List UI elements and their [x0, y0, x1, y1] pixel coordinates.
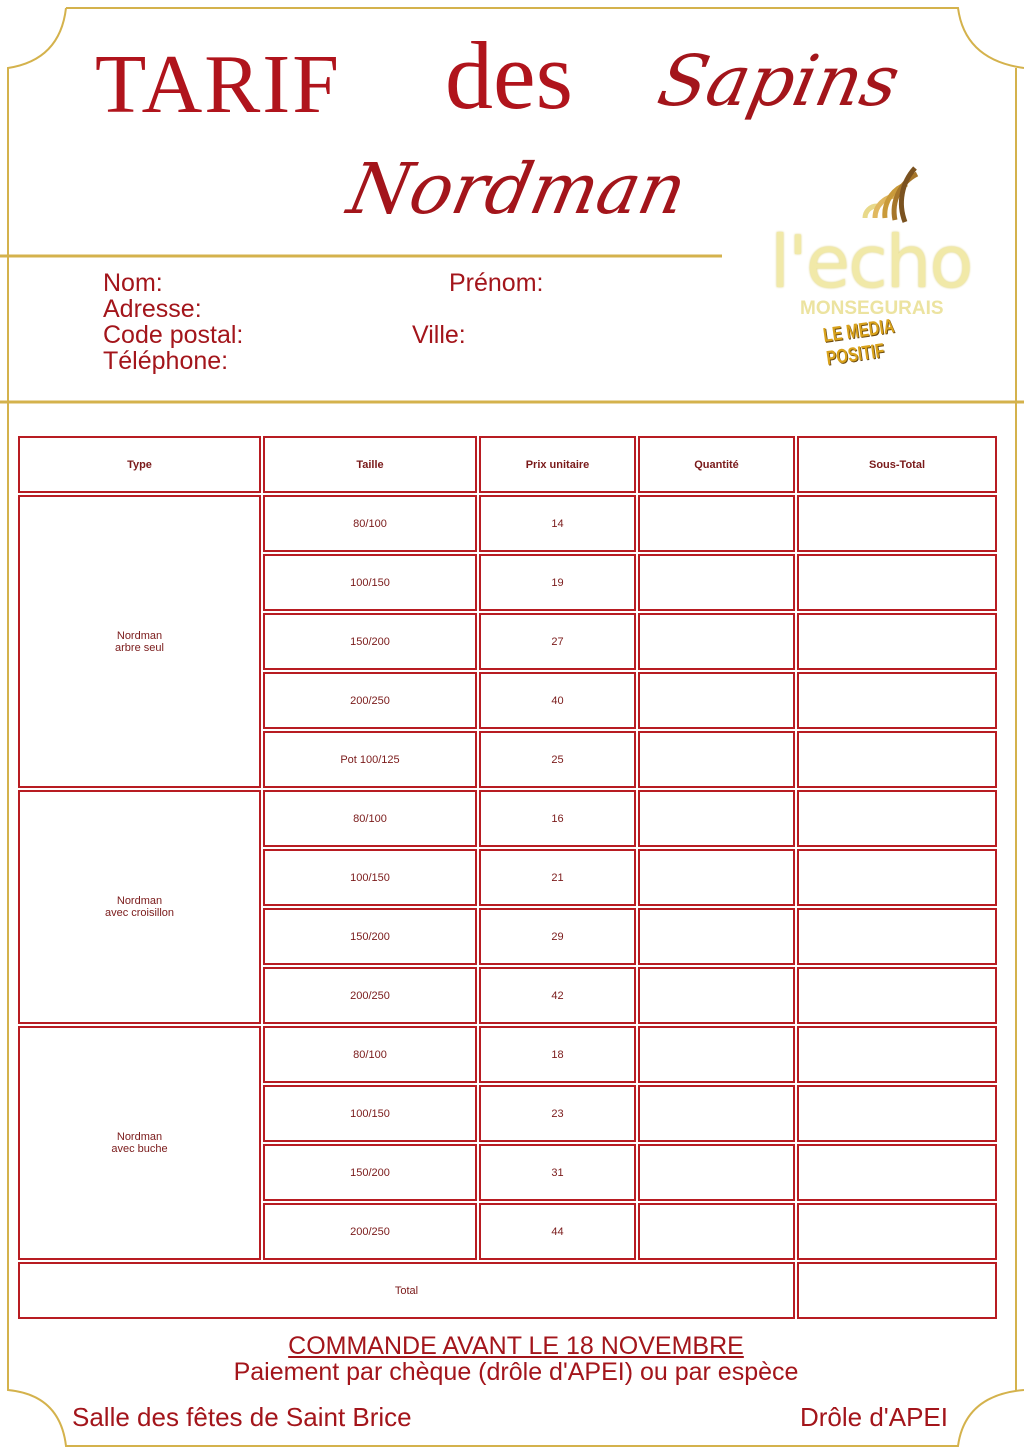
quantity-input[interactable] — [638, 1144, 795, 1201]
size-cell: 100/150 — [263, 849, 477, 906]
quantity-input[interactable] — [638, 1203, 795, 1260]
price-table — [16, 434, 999, 1321]
subtotal-input[interactable] — [797, 1026, 997, 1083]
total-row — [18, 1262, 997, 1319]
total-label: Total — [18, 1262, 795, 1319]
type-label: avec croisillon — [104, 907, 175, 919]
size-cell: 80/100 — [263, 495, 477, 552]
type-label: arbre seul — [115, 641, 164, 654]
price-cell: 25 — [479, 731, 636, 788]
subtotal-input[interactable] — [797, 672, 997, 729]
price-cell: 42 — [479, 967, 636, 1024]
quantity-input[interactable] — [638, 1085, 795, 1142]
field-prenom: Prénom: — [449, 269, 544, 297]
field-adresse: Adresse: — [103, 295, 202, 323]
column-header: Sous-Total — [797, 436, 997, 493]
size-cell: 150/200 — [263, 1144, 477, 1201]
size-cell: 150/200 — [263, 908, 477, 965]
field-telephone: Téléphone: — [103, 347, 229, 375]
quantity-input[interactable] — [638, 613, 795, 670]
table-row — [18, 790, 997, 847]
title-des: des — [445, 22, 573, 129]
size-cell: Pot 100/125 — [263, 731, 477, 788]
organizer: Drôle d'APEI — [799, 1402, 948, 1432]
subtotal-input[interactable] — [797, 849, 997, 906]
subtotal-input[interactable] — [797, 731, 997, 788]
quantity-input[interactable] — [638, 672, 795, 729]
type-label: avec buche — [111, 1143, 168, 1155]
order-deadline: COMMANDE AVANT LE 18 NOVEMBRE — [288, 1332, 744, 1360]
price-cell: 27 — [479, 613, 636, 670]
title-nordman: Nordman — [341, 148, 694, 230]
logo-subtitle: MONSEGURAIS — [800, 298, 944, 319]
subtotal-input[interactable] — [797, 1085, 997, 1142]
echo-logo — [765, 160, 980, 370]
price-cell: 16 — [479, 790, 636, 847]
subtotal-input[interactable] — [797, 790, 997, 847]
size-cell: 200/250 — [263, 1203, 477, 1260]
price-cell: 21 — [479, 849, 636, 906]
size-cell: 100/150 — [263, 554, 477, 611]
quantity-input[interactable] — [638, 908, 795, 965]
subtotal-input[interactable] — [797, 1144, 997, 1201]
price-cell: 29 — [479, 908, 636, 965]
column-header: Taille — [263, 436, 477, 493]
price-cell: 23 — [479, 1085, 636, 1142]
size-cell: 200/250 — [263, 967, 477, 1024]
quantity-input[interactable] — [638, 790, 795, 847]
price-cell: 18 — [479, 1026, 636, 1083]
price-cell: 44 — [479, 1203, 636, 1260]
logo-name: l'echo — [770, 220, 972, 304]
subtotal-input[interactable] — [797, 967, 997, 1024]
quantity-input[interactable] — [638, 495, 795, 552]
size-cell: 80/100 — [263, 1026, 477, 1083]
size-cell: 150/200 — [263, 613, 477, 670]
subtotal-input[interactable] — [797, 1203, 997, 1260]
location: Salle des fêtes de Saint Brice — [72, 1402, 412, 1432]
quantity-input[interactable] — [638, 731, 795, 788]
subtotal-input[interactable] — [797, 908, 997, 965]
column-header: Type — [18, 436, 261, 493]
subtotal-input[interactable] — [797, 613, 997, 670]
type-cell — [18, 495, 261, 788]
price-cell: 40 — [479, 672, 636, 729]
field-code-postal: Code postal: — [103, 321, 244, 349]
quantity-input[interactable] — [638, 554, 795, 611]
payment-info: Paiement par chèque (drôle d'APEI) ou par espèce — [233, 1358, 799, 1386]
quantity-input[interactable] — [638, 967, 795, 1024]
price-cell: 19 — [479, 554, 636, 611]
subtotal-input[interactable] — [797, 554, 997, 611]
total-input[interactable] — [797, 1262, 997, 1319]
title-tarif: TARIF — [95, 38, 341, 131]
type-label: Nordman — [116, 629, 163, 642]
price-cell: 31 — [479, 1144, 636, 1201]
price-cell: 14 — [479, 495, 636, 552]
title-sapins: Sapins — [651, 40, 907, 122]
quantity-input[interactable] — [638, 849, 795, 906]
type-label: Nordman — [116, 895, 163, 907]
field-nom: Nom: — [103, 269, 163, 297]
size-cell: 80/100 — [263, 790, 477, 847]
table-row — [18, 1026, 997, 1083]
field-ville: Ville: — [412, 321, 466, 349]
column-header: Prix unitaire — [479, 436, 636, 493]
table-row — [18, 495, 997, 552]
size-cell: 100/150 — [263, 1085, 477, 1142]
size-cell: 200/250 — [263, 672, 477, 729]
quantity-input[interactable] — [638, 1026, 795, 1083]
type-cell — [18, 1026, 261, 1260]
type-label: Nordman — [116, 1131, 163, 1143]
logo-tagline: LE MEDIA POSITIF — [821, 315, 896, 370]
type-cell — [18, 790, 261, 1024]
column-header: Quantité — [638, 436, 795, 493]
subtotal-input[interactable] — [797, 495, 997, 552]
